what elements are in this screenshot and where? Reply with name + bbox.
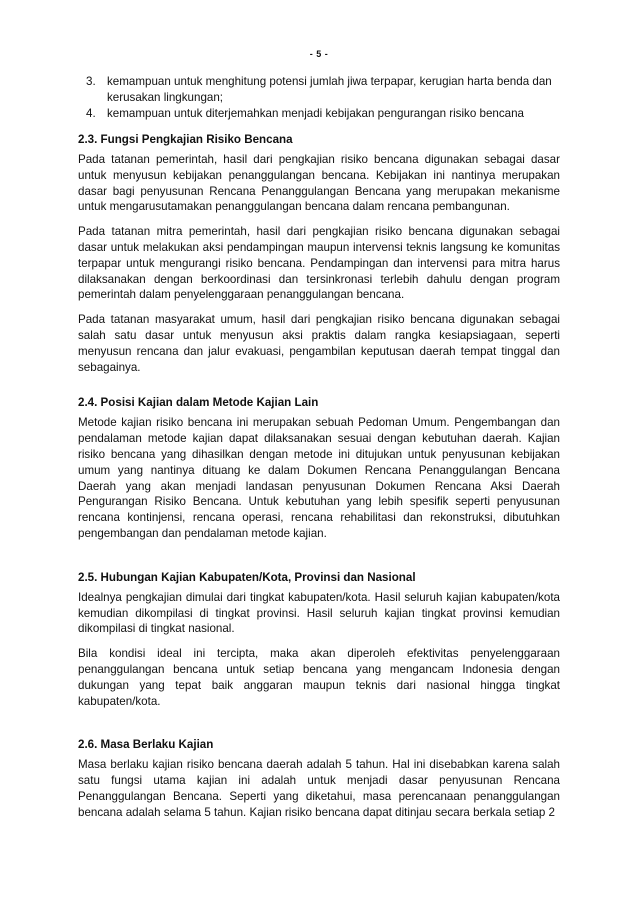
section-2-3-paragraph-2: Pada tatanan mitra pemerintah, hasil dari pengkajian risiko bencana digunakan sebagai dasar untuk melakukan aksi pendampingan maupun intervensi teknis langsung ke komunitas terpapar untuk mengurangi risiko bencana. Pendampingan dan intervensi para mitra harus dilaksanakan dengan berkoordinasi dan tersinkronasi terlebih dahulu dengan program pemerintah dalam penyelenggaraan penanggulangan bencana.: [78, 225, 560, 302]
section-heading-2-5: 2.5. Hubungan Kajian Kabupaten/Kota, Provinsi dan Nasional: [78, 570, 416, 584]
section-2-3-paragraph-1: Pada tatanan pemerintah, hasil dari pengkajian risiko bencana digunakan sebagai dasar untuk menyusun kebijakan penanggulangan bencana. Kebijakan ini nantinya merupakan dasar bagi penyusunan Rencana Penanggulangan Bencana yang merupakan mekanisme untuk mengarusutamakan penanggulangan bencana dalam rencana pembangunan.: [78, 153, 560, 214]
list-item: [78, 74, 560, 106]
section-2-5-paragraph-1: Idealnya pengkajian dimulai dari tingkat kabupaten/kota. Hasil seluruh kajian kabupaten/kota kemudian dikompilasi di tingkat provinsi. Hasil seluruh kajian tingkat provinsi kemudian dikompilasi di tingkat nasional.: [78, 590, 560, 636]
page-number: - 5 -: [309, 49, 329, 59]
numbered-list: [78, 74, 560, 122]
list-item-text: kemampuan untuk menghitung potensi jumlah jiwa terpapar, kerugian harta benda dan kerusakan lingkungan;: [107, 75, 552, 104]
page-content: [78, 74, 560, 821]
section-2-6-paragraph-1: Masa berlaku kajian risiko bencana daerah adalah 5 tahun. Hal ini disebabkan karena salah satu fungsi utama kajian ini adalah untuk menjadi dasar penyusunan Rencana Penanggulangan Bencana. Seperti yang diketahui, masa perencanaan penanggulangan bencana adalah selama 5 tahun. Kajian risiko bencana dapat ditinjau secara berkala setiap 2: [78, 758, 560, 819]
section-heading-2-3: 2.3. Fungsi Pengkajian Risiko Bencana: [78, 133, 293, 146]
section-heading-2-4: 2.4. Posisi Kajian dalam Metode Kajian Lain: [78, 396, 319, 410]
list-item-number: 4.: [86, 107, 96, 120]
section-2-4-paragraph-1: Metode kajian risiko bencana ini merupakan sebuah Pedoman Umum. Pengembangan dan pendalaman metode kajian dapat dilaksanakan sesuai dengan kebutuhan daerah. Kajian risiko bencana yang dihasilkan dengan metode ini ditujukan untuk penyusunan kebijakan umum yang nantinya dituang ke dalam Dokumen Rencana Penanggulangan Bencana Daerah yang akan menjadi landasan penyusunan Dokumen Rencana Aksi Daerah Pengurangan Risiko Bencana. Untuk kebutuhan yang lebih spesifik seperti penyusunan rencana kontinjensi, rencana operasi, rencana rehabilitasi dan rekonstruksi, dibutuhkan pengembangan dan pendalaman metode kajian.: [78, 416, 560, 540]
section-2-5-paragraph-2: Bila kondisi ideal ini tercipta, maka akan diperoleh efektivitas penyelenggaraan penanggulangan bencana untuk setiap bencana yang mengancam Indonesia dengan dukungan yang tepat baik anggaran maupun teknis dari nasional hingga tingkat kabupaten/kota.: [78, 647, 560, 708]
section-heading-2-6: 2.6. Masa Berlaku Kajian: [78, 738, 214, 752]
list-item-number: 3.: [86, 75, 96, 88]
section-2-3-paragraph-3: Pada tatanan masyarakat umum, hasil dari pengkajian risiko bencana digunakan sebagai salah satu dasar untuk menyusun aksi praktis dalam rangka kesiapsiagaan, seperti menyusun rencana dan jalur evakuasi, pengambilan keputusan daerah tempat tinggal dan sebagainya.: [78, 313, 560, 374]
list-item: [78, 106, 560, 122]
list-item-text: kemampuan untuk diterjemahkan menjadi kebijakan pengurangan risiko bencana: [107, 107, 524, 120]
